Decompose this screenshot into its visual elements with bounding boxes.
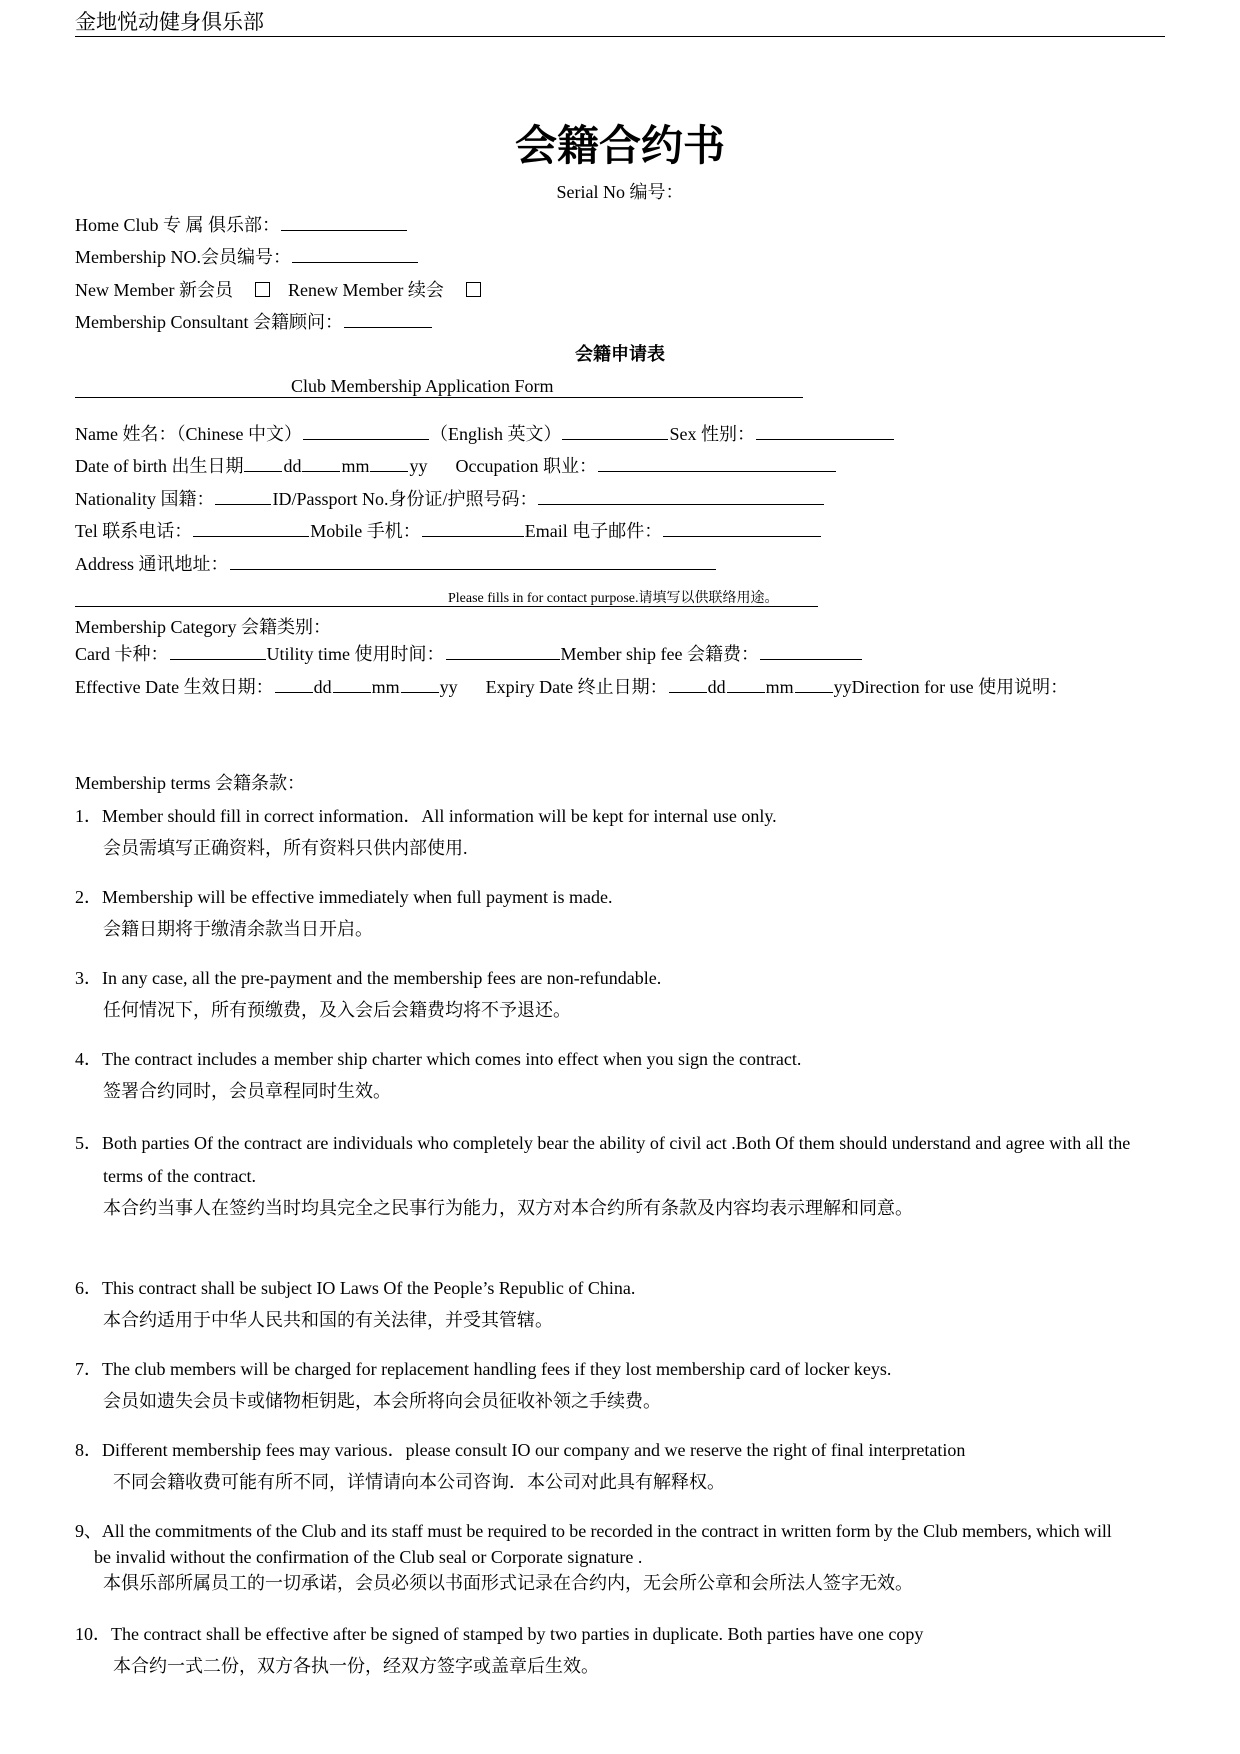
home-club-label: Home Club 专 属 俱乐部： — [75, 215, 280, 235]
term-text-cn: 会员需填写正确资料，所有资料只供内部使用. — [103, 838, 468, 858]
term-item-5 — [75, 1127, 1165, 1221]
effective-label: Effective Date 生效日期： — [75, 677, 274, 697]
new-member-label: New Member 新会员 — [75, 280, 233, 300]
term-text-cn: 本合约一式二份，双方各执一份，经双方签字或盖章后生效。 — [113, 1656, 599, 1676]
terms-heading: Membership terms 会籍条款： — [75, 773, 305, 793]
term-text-cn: 本合约当事人在签约当时均具完全之民事行为能力，双方对本合约所有条款及内容均表示理解和同意。 — [103, 1198, 913, 1218]
serial-no-row — [0, 179, 1240, 205]
mobile-label: Mobile 手机： — [310, 521, 421, 541]
term-item-6 — [75, 1275, 1165, 1333]
application-title-en-row — [75, 375, 803, 398]
term-item-2 — [75, 884, 1165, 942]
chinese-name-field[interactable] — [303, 422, 429, 440]
term-item-7 — [75, 1356, 1165, 1414]
dob-mm-field[interactable] — [302, 454, 340, 472]
english-name-field[interactable] — [562, 422, 668, 440]
consultant-field[interactable] — [344, 310, 432, 328]
email-field[interactable] — [663, 519, 821, 537]
application-title-en: Club Membership Application Form — [291, 376, 554, 396]
occupation-field[interactable] — [598, 454, 836, 472]
expiry-dd-field[interactable] — [669, 675, 707, 693]
utility-label: Utility time 使用时间： — [266, 644, 445, 664]
direction-label: Direction for use 使用说明： — [851, 677, 1069, 697]
term-text-en: In any case, all the pre-payment and the membership fees are non-refundable. — [102, 968, 662, 988]
consultant-row — [75, 309, 433, 335]
effective-dd-label: dd — [313, 677, 332, 697]
term-item-9 — [75, 1518, 1165, 1596]
dob-dd-field[interactable] — [244, 454, 282, 472]
card-label: Card 卡种： — [75, 644, 169, 664]
dob-dd-label: dd — [283, 456, 302, 476]
term-number: 9、 — [75, 1521, 102, 1541]
dates-row — [75, 674, 1068, 700]
utility-field[interactable] — [446, 642, 560, 660]
term-text-en: Different membership fees may various．please consult IO our company and we reserve the right of final interpretation — [102, 1440, 966, 1460]
club-name: 金地悦动健身俱乐部 — [75, 10, 264, 34]
term-text-cn: 本合约适用于中华人民共和国的有关法律，并受其管辖。 — [103, 1310, 553, 1330]
term-text-cn: 本俱乐部所属员工的一切承诺，会员必须以书面形式记录在合约内，无会所公章和会所法人签字无效。 — [103, 1573, 913, 1593]
sex-field[interactable] — [756, 422, 894, 440]
expiry-dd-label: dd — [707, 677, 726, 697]
effective-dd-field[interactable] — [275, 675, 313, 693]
document-title: 会籍合约书 — [514, 121, 725, 170]
card-field[interactable] — [170, 642, 266, 660]
renew-member-label: Renew Member 续会 — [287, 280, 444, 300]
serial-no-label: Serial No 编号： — [556, 182, 684, 202]
term-number: 3． — [75, 968, 102, 988]
expiry-yy-label: yy — [833, 677, 852, 697]
effective-mm-label: mm — [371, 677, 400, 697]
term-item-8 — [75, 1437, 1165, 1495]
term-text-en-continued: terms of the contract. — [103, 1166, 256, 1186]
sex-label: Sex 性别： — [669, 424, 755, 444]
occupation-label: Occupation 职业： — [455, 456, 597, 476]
tel-label: Tel 联系电话： — [75, 521, 193, 541]
expiry-mm-field[interactable] — [727, 675, 765, 693]
english-name-label: （English 英文） — [429, 424, 562, 444]
membership-no-label: Membership NO.会员编号： — [75, 247, 291, 267]
nationality-field[interactable] — [215, 487, 271, 505]
membership-no-field[interactable] — [292, 245, 418, 263]
expiry-yy-field[interactable] — [795, 675, 833, 693]
term-text-en-continued: be invalid without the confirmation of the Club seal or Corporate signature . — [94, 1547, 643, 1567]
term-text-en: All the commitments of the Club and its staff must be required to be recorded in the contract in written form by the Club members, which will — [101, 1521, 1112, 1541]
term-number: 4． — [75, 1049, 102, 1069]
address-field[interactable] — [230, 552, 716, 570]
mobile-field[interactable] — [422, 519, 524, 537]
term-text-en: This contract shall be subject IO Laws Of the People’s Republic of China. — [102, 1278, 636, 1298]
term-text-en: The contract includes a member ship charter which comes into effect when you sign the contract. — [102, 1049, 802, 1069]
effective-yy-field[interactable] — [401, 675, 439, 693]
term-item-1 — [75, 803, 1165, 861]
member-type-row — [75, 277, 499, 303]
dob-label: Date of birth 出生日期 — [75, 456, 244, 476]
term-text-cn: 任何情况下，所有预缴费，及入会后会籍费均将不予退还。 — [103, 1000, 571, 1020]
term-number: 1． — [75, 806, 102, 826]
name-row — [75, 421, 895, 447]
contact-note: Please fills in for contact purpose.请填写以供联络用途。 — [448, 591, 779, 606]
dob-yy-label: yy — [409, 456, 428, 476]
term-text-cn: 不同会籍收费可能有所不同，详情请向本公司咨询．本公司对此具有解释权。 — [113, 1472, 725, 1492]
term-text-en: The club members will be charged for replacement handling fees if they lost membership card of locker keys. — [102, 1359, 892, 1379]
term-text-en: Member should fill in correct information．All information will be kept for internal use only. — [102, 806, 777, 826]
expiry-label: Expiry Date 终止日期： — [485, 677, 668, 697]
term-item-4 — [75, 1046, 1165, 1104]
term-text-en: Membership will be effective immediately when full payment is made. — [102, 887, 613, 907]
term-number: 8． — [75, 1440, 102, 1460]
effective-yy-label: yy — [439, 677, 458, 697]
renew-member-checkbox[interactable] — [466, 282, 481, 297]
dob-yy-field[interactable] — [370, 454, 408, 472]
address-label: Address 通讯地址： — [75, 554, 229, 574]
term-number: 7． — [75, 1359, 102, 1379]
term-text-cn: 会员如遗失会员卡或储物柜钥匙，本会所将向会员征收补领之手续费。 — [103, 1391, 661, 1411]
term-text-cn: 签署合约同时，会员章程同时生效。 — [103, 1081, 391, 1101]
nationality-row — [75, 486, 825, 512]
home-club-field[interactable] — [281, 213, 407, 231]
application-title-cn: 会籍申请表 — [575, 344, 665, 365]
id-field[interactable] — [538, 487, 824, 505]
home-club-row — [75, 212, 408, 238]
address-row — [75, 551, 717, 577]
term-item-3 — [75, 965, 1165, 1023]
term-text-en: Both parties Of the contract are individuals who completely bear the ability of civil act .Both Of them should understand and agree with all the — [102, 1133, 1131, 1153]
term-text-cn: 会籍日期将于缴清余款当日开启。 — [103, 919, 373, 939]
fee-field[interactable] — [760, 642, 862, 660]
term-number: 5． — [75, 1133, 102, 1153]
tel-field[interactable] — [193, 519, 309, 537]
term-number: 2． — [75, 887, 102, 907]
term-item-10 — [75, 1621, 1165, 1679]
consultant-label: Membership Consultant 会籍顾问： — [75, 312, 343, 332]
email-label: Email 电子邮件： — [524, 521, 663, 541]
id-label: ID/Passport No.身份证/护照号码： — [272, 489, 538, 509]
card-row — [75, 641, 863, 667]
dob-row — [75, 453, 837, 479]
page-header — [75, 8, 1165, 37]
term-number: 10． — [75, 1624, 111, 1644]
term-number: 6． — [75, 1278, 102, 1298]
new-member-checkbox[interactable] — [255, 282, 270, 297]
contact-note-row — [75, 590, 818, 607]
nationality-label: Nationality 国籍： — [75, 489, 215, 509]
category-heading: Membership Category 会籍类别： — [75, 617, 331, 637]
expiry-mm-label: mm — [765, 677, 794, 697]
name-label: Name 姓名：（Chinese 中文） — [75, 424, 302, 444]
fee-label: Member ship fee 会籍费： — [560, 644, 759, 664]
term-text-en: The contract shall be effective after be signed of stamped by two parties in duplicate. Both parties have one copy — [111, 1624, 924, 1644]
dob-mm-label: mm — [341, 456, 370, 476]
membership-no-row — [75, 244, 419, 270]
contact-row — [75, 518, 822, 544]
effective-mm-field[interactable] — [333, 675, 371, 693]
